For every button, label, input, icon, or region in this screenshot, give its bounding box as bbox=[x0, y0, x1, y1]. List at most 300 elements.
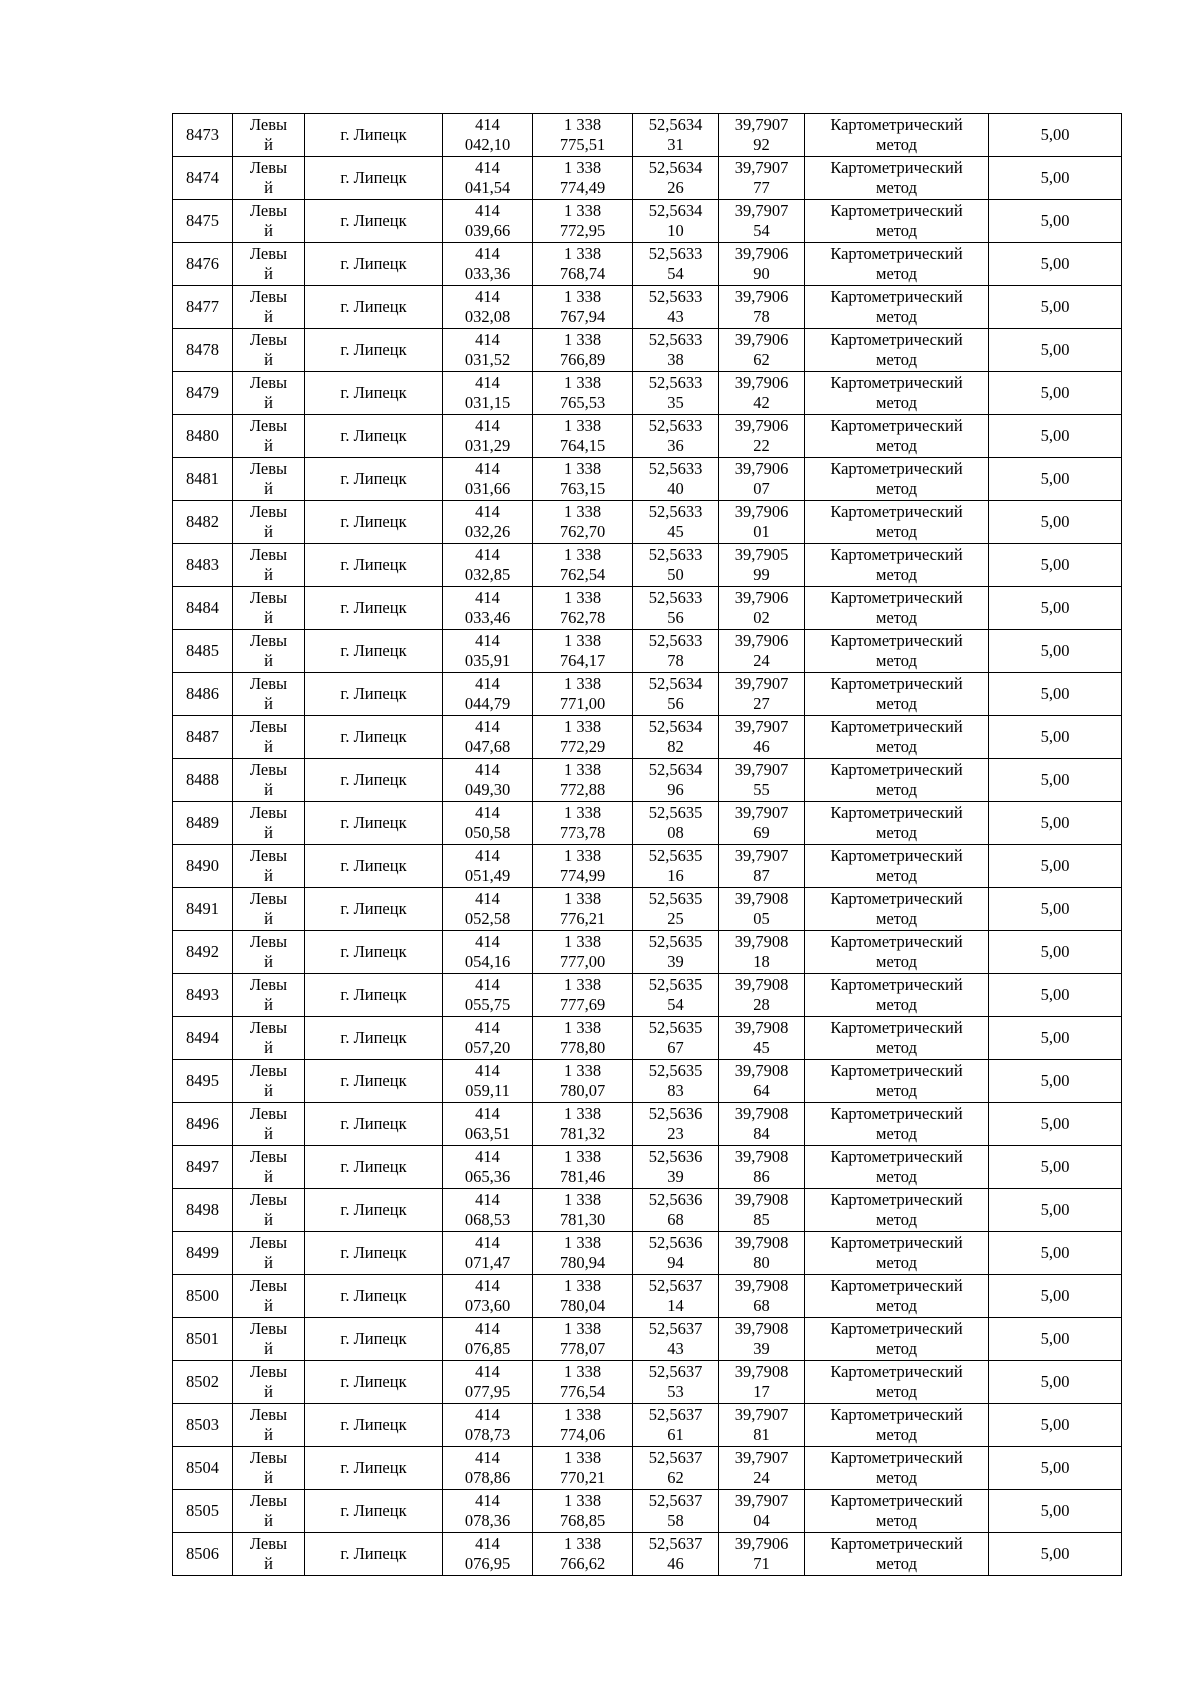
side-cell bbox=[233, 415, 305, 458]
side-cell-line: Левы bbox=[249, 674, 288, 693]
table-row bbox=[173, 673, 1122, 716]
y-coordinate-cell-line: 766,89 bbox=[559, 350, 606, 369]
method-cell bbox=[805, 974, 989, 1017]
side-cell-line: Левы bbox=[249, 1319, 288, 1338]
latitude-cell-line: 08 bbox=[667, 823, 684, 842]
y-coordinate-cell bbox=[533, 372, 633, 415]
side-cell-line: Левы bbox=[249, 1405, 288, 1424]
y-coordinate-cell bbox=[533, 1275, 633, 1318]
longitude-cell-line: 39,7906 bbox=[734, 416, 789, 435]
x-coordinate-cell-line: 414 bbox=[475, 416, 500, 435]
latitude-cell bbox=[633, 1146, 719, 1189]
longitude-cell bbox=[719, 845, 805, 888]
accuracy-cell: 5,00 bbox=[989, 1533, 1122, 1576]
table-row bbox=[173, 888, 1122, 931]
accuracy-cell: 5,00 bbox=[989, 1017, 1122, 1060]
latitude-cell-line: 43 bbox=[667, 307, 684, 326]
city-cell: г. Липецк bbox=[305, 1275, 443, 1318]
side-cell-line: й bbox=[264, 823, 273, 842]
method-cell bbox=[805, 1490, 989, 1533]
longitude-cell-line: 39,7908 bbox=[734, 932, 789, 951]
side-cell-line: Левы bbox=[249, 932, 288, 951]
point-number-cell: 8488 bbox=[173, 759, 233, 802]
y-coordinate-cell-line: 772,88 bbox=[559, 780, 606, 799]
longitude-cell-line: 39,7908 bbox=[734, 1233, 789, 1252]
y-coordinate-cell-line: 764,15 bbox=[559, 436, 606, 455]
x-coordinate-cell-line: 031,15 bbox=[464, 393, 511, 412]
x-coordinate-cell-line: 414 bbox=[475, 201, 500, 220]
method-cell bbox=[805, 630, 989, 673]
latitude-cell bbox=[633, 286, 719, 329]
latitude-cell-line: 52,5637 bbox=[648, 1362, 703, 1381]
latitude-cell-line: 52,5633 bbox=[648, 373, 703, 392]
method-cell-line: метод bbox=[876, 866, 917, 885]
x-coordinate-cell-line: 031,66 bbox=[464, 479, 511, 498]
city-cell: г. Липецк bbox=[305, 1490, 443, 1533]
longitude-cell-line: 28 bbox=[753, 995, 770, 1014]
side-cell-line: й bbox=[264, 608, 273, 627]
accuracy-cell: 5,00 bbox=[989, 673, 1122, 716]
longitude-cell-line: 39,7908 bbox=[734, 1061, 789, 1080]
longitude-cell-line: 01 bbox=[753, 522, 770, 541]
side-cell bbox=[233, 329, 305, 372]
method-cell-line: метод bbox=[876, 1511, 917, 1530]
city-cell: г. Липецк bbox=[305, 200, 443, 243]
x-coordinate-cell-line: 414 bbox=[475, 373, 500, 392]
x-coordinate-cell bbox=[443, 200, 533, 243]
x-coordinate-cell bbox=[443, 1017, 533, 1060]
side-cell-line: й bbox=[264, 307, 273, 326]
latitude-cell-line: 52,5633 bbox=[648, 588, 703, 607]
x-coordinate-cell bbox=[443, 587, 533, 630]
method-cell bbox=[805, 845, 989, 888]
x-coordinate-cell bbox=[443, 673, 533, 716]
point-number-cell: 8489 bbox=[173, 802, 233, 845]
table-row bbox=[173, 286, 1122, 329]
latitude-cell-line: 31 bbox=[667, 135, 684, 154]
side-cell-line: й bbox=[264, 1468, 273, 1487]
table-row bbox=[173, 1361, 1122, 1404]
city-cell: г. Липецк bbox=[305, 1361, 443, 1404]
point-number-cell: 8497 bbox=[173, 1146, 233, 1189]
point-number-cell: 8477 bbox=[173, 286, 233, 329]
x-coordinate-cell bbox=[443, 286, 533, 329]
side-cell-line: й bbox=[264, 221, 273, 240]
x-coordinate-cell-line: 414 bbox=[475, 1104, 500, 1123]
city-cell: г. Липецк bbox=[305, 415, 443, 458]
x-coordinate-cell-line: 039,66 bbox=[464, 221, 511, 240]
accuracy-cell: 5,00 bbox=[989, 458, 1122, 501]
method-cell bbox=[805, 157, 989, 200]
table-row bbox=[173, 544, 1122, 587]
x-coordinate-cell bbox=[443, 759, 533, 802]
y-coordinate-cell-line: 1 338 bbox=[563, 416, 602, 435]
x-coordinate-cell-line: 044,79 bbox=[464, 694, 511, 713]
x-coordinate-cell-line: 414 bbox=[475, 545, 500, 564]
latitude-cell bbox=[633, 1490, 719, 1533]
method-cell-line: метод bbox=[876, 436, 917, 455]
method-cell-line: Картометрический bbox=[830, 588, 963, 607]
x-coordinate-cell-line: 414 bbox=[475, 1233, 500, 1252]
table-row bbox=[173, 1232, 1122, 1275]
y-coordinate-cell-line: 1 338 bbox=[563, 1190, 602, 1209]
method-cell bbox=[805, 1103, 989, 1146]
y-coordinate-cell bbox=[533, 1103, 633, 1146]
side-cell-line: Левы bbox=[249, 459, 288, 478]
y-coordinate-cell-line: 770,21 bbox=[559, 1468, 606, 1487]
city-cell: г. Липецк bbox=[305, 931, 443, 974]
method-cell-line: метод bbox=[876, 350, 917, 369]
x-coordinate-cell bbox=[443, 1447, 533, 1490]
longitude-cell-line: 84 bbox=[753, 1124, 770, 1143]
method-cell-line: метод bbox=[876, 1425, 917, 1444]
method-cell-line: метод bbox=[876, 1038, 917, 1057]
longitude-cell-line: 68 bbox=[753, 1296, 770, 1315]
latitude-cell-line: 26 bbox=[667, 178, 684, 197]
latitude-cell bbox=[633, 1060, 719, 1103]
latitude-cell-line: 52,5637 bbox=[648, 1405, 703, 1424]
method-cell bbox=[805, 1275, 989, 1318]
longitude-cell bbox=[719, 200, 805, 243]
latitude-cell bbox=[633, 931, 719, 974]
side-cell-line: й bbox=[264, 1210, 273, 1229]
table-row bbox=[173, 759, 1122, 802]
longitude-cell bbox=[719, 415, 805, 458]
latitude-cell-line: 52,5633 bbox=[648, 545, 703, 564]
city-cell: г. Липецк bbox=[305, 1189, 443, 1232]
point-number-cell: 8487 bbox=[173, 716, 233, 759]
longitude-cell-line: 39,7908 bbox=[734, 1104, 789, 1123]
y-coordinate-cell bbox=[533, 673, 633, 716]
y-coordinate-cell bbox=[533, 1146, 633, 1189]
table-row bbox=[173, 501, 1122, 544]
x-coordinate-cell-line: 031,29 bbox=[464, 436, 511, 455]
longitude-cell-line: 85 bbox=[753, 1210, 770, 1229]
table-row bbox=[173, 974, 1122, 1017]
longitude-cell-line: 39,7907 bbox=[734, 760, 789, 779]
point-number-cell: 8506 bbox=[173, 1533, 233, 1576]
accuracy-cell: 5,00 bbox=[989, 1275, 1122, 1318]
latitude-cell-line: 39 bbox=[667, 952, 684, 971]
x-coordinate-cell-line: 414 bbox=[475, 846, 500, 865]
method-cell-line: Картометрический bbox=[830, 1104, 963, 1123]
y-coordinate-cell bbox=[533, 974, 633, 1017]
side-cell-line: Левы bbox=[249, 330, 288, 349]
method-cell-line: Картометрический bbox=[830, 1190, 963, 1209]
side-cell bbox=[233, 372, 305, 415]
x-coordinate-cell bbox=[443, 1146, 533, 1189]
y-coordinate-cell-line: 776,21 bbox=[559, 909, 606, 928]
longitude-cell-line: 39,7907 bbox=[734, 1405, 789, 1424]
accuracy-cell: 5,00 bbox=[989, 1146, 1122, 1189]
longitude-cell-line: 39,7907 bbox=[734, 846, 789, 865]
longitude-cell-line: 39,7908 bbox=[734, 1362, 789, 1381]
x-coordinate-cell-line: 051,49 bbox=[464, 866, 511, 885]
y-coordinate-cell bbox=[533, 759, 633, 802]
x-coordinate-cell bbox=[443, 501, 533, 544]
accuracy-cell: 5,00 bbox=[989, 501, 1122, 544]
latitude-cell-line: 52,5634 bbox=[648, 115, 703, 134]
accuracy-cell: 5,00 bbox=[989, 286, 1122, 329]
side-cell bbox=[233, 1447, 305, 1490]
side-cell-line: Левы bbox=[249, 717, 288, 736]
y-coordinate-cell bbox=[533, 501, 633, 544]
y-coordinate-cell-line: 1 338 bbox=[563, 674, 602, 693]
x-coordinate-cell-line: 414 bbox=[475, 1362, 500, 1381]
method-cell bbox=[805, 1318, 989, 1361]
x-coordinate-cell-line: 049,30 bbox=[464, 780, 511, 799]
longitude-cell-line: 39,7905 bbox=[734, 545, 789, 564]
side-cell-line: й bbox=[264, 1124, 273, 1143]
latitude-cell-line: 67 bbox=[667, 1038, 684, 1057]
y-coordinate-cell-line: 780,07 bbox=[559, 1081, 606, 1100]
latitude-cell-line: 52,5633 bbox=[648, 287, 703, 306]
point-number-cell: 8492 bbox=[173, 931, 233, 974]
y-coordinate-cell-line: 781,30 bbox=[559, 1210, 606, 1229]
side-cell bbox=[233, 1060, 305, 1103]
y-coordinate-cell-line: 780,94 bbox=[559, 1253, 606, 1272]
table-body bbox=[173, 114, 1122, 1576]
point-number-cell: 8480 bbox=[173, 415, 233, 458]
y-coordinate-cell-line: 771,00 bbox=[559, 694, 606, 713]
side-cell-line: й bbox=[264, 178, 273, 197]
side-cell-line: Левы bbox=[249, 115, 288, 134]
table-row bbox=[173, 372, 1122, 415]
method-cell-line: метод bbox=[876, 737, 917, 756]
longitude-cell-line: 24 bbox=[753, 651, 770, 670]
x-coordinate-cell-line: 078,73 bbox=[464, 1425, 511, 1444]
latitude-cell bbox=[633, 1318, 719, 1361]
method-cell-line: Картометрический bbox=[830, 330, 963, 349]
y-coordinate-cell bbox=[533, 243, 633, 286]
longitude-cell bbox=[719, 329, 805, 372]
side-cell-line: й bbox=[264, 651, 273, 670]
latitude-cell bbox=[633, 1533, 719, 1576]
longitude-cell-line: 39,7908 bbox=[734, 1147, 789, 1166]
accuracy-cell: 5,00 bbox=[989, 587, 1122, 630]
method-cell-line: Картометрический bbox=[830, 803, 963, 822]
x-coordinate-cell-line: 414 bbox=[475, 287, 500, 306]
y-coordinate-cell bbox=[533, 1060, 633, 1103]
y-coordinate-cell-line: 1 338 bbox=[563, 631, 602, 650]
point-number-cell: 8478 bbox=[173, 329, 233, 372]
x-coordinate-cell-line: 068,53 bbox=[464, 1210, 511, 1229]
city-cell: г. Липецк bbox=[305, 544, 443, 587]
longitude-cell-line: 05 bbox=[753, 909, 770, 928]
method-cell bbox=[805, 587, 989, 630]
longitude-cell-line: 39,7907 bbox=[734, 717, 789, 736]
x-coordinate-cell bbox=[443, 544, 533, 587]
side-cell-line: Левы bbox=[249, 1147, 288, 1166]
latitude-cell-line: 54 bbox=[667, 995, 684, 1014]
side-cell bbox=[233, 845, 305, 888]
y-coordinate-cell bbox=[533, 630, 633, 673]
latitude-cell bbox=[633, 1232, 719, 1275]
method-cell-line: метод bbox=[876, 393, 917, 412]
longitude-cell-line: 39,7908 bbox=[734, 1190, 789, 1209]
y-coordinate-cell-line: 766,62 bbox=[559, 1554, 606, 1573]
y-coordinate-cell-line: 1 338 bbox=[563, 244, 602, 263]
side-cell-line: Левы bbox=[249, 1061, 288, 1080]
latitude-cell-line: 14 bbox=[667, 1296, 684, 1315]
y-coordinate-cell-line: 1 338 bbox=[563, 201, 602, 220]
side-cell-line: Левы bbox=[249, 1276, 288, 1295]
method-cell-line: метод bbox=[876, 565, 917, 584]
method-cell bbox=[805, 1017, 989, 1060]
method-cell-line: Картометрический bbox=[830, 1362, 963, 1381]
side-cell-line: й bbox=[264, 1425, 273, 1444]
x-coordinate-cell bbox=[443, 1103, 533, 1146]
y-coordinate-cell bbox=[533, 1447, 633, 1490]
y-coordinate-cell bbox=[533, 157, 633, 200]
side-cell bbox=[233, 1232, 305, 1275]
latitude-cell-line: 52,5633 bbox=[648, 244, 703, 263]
table-row bbox=[173, 157, 1122, 200]
city-cell: г. Липецк bbox=[305, 1404, 443, 1447]
point-number-cell: 8504 bbox=[173, 1447, 233, 1490]
accuracy-cell: 5,00 bbox=[989, 1232, 1122, 1275]
longitude-cell-line: 80 bbox=[753, 1253, 770, 1272]
x-coordinate-cell bbox=[443, 1060, 533, 1103]
y-coordinate-cell-line: 1 338 bbox=[563, 803, 602, 822]
side-cell bbox=[233, 544, 305, 587]
side-cell-line: Левы bbox=[249, 846, 288, 865]
latitude-cell bbox=[633, 501, 719, 544]
side-cell bbox=[233, 1318, 305, 1361]
x-coordinate-cell bbox=[443, 243, 533, 286]
x-coordinate-cell bbox=[443, 1361, 533, 1404]
side-cell-line: Левы bbox=[249, 1534, 288, 1553]
longitude-cell-line: 39,7906 bbox=[734, 588, 789, 607]
y-coordinate-cell bbox=[533, 1533, 633, 1576]
accuracy-cell: 5,00 bbox=[989, 200, 1122, 243]
x-coordinate-cell-line: 414 bbox=[475, 803, 500, 822]
x-coordinate-cell-line: 414 bbox=[475, 158, 500, 177]
side-cell-line: Левы bbox=[249, 1362, 288, 1381]
longitude-cell bbox=[719, 1189, 805, 1232]
method-cell bbox=[805, 1189, 989, 1232]
city-cell: г. Липецк bbox=[305, 501, 443, 544]
method-cell bbox=[805, 1533, 989, 1576]
y-coordinate-cell-line: 762,54 bbox=[559, 565, 606, 584]
y-coordinate-cell-line: 1 338 bbox=[563, 1061, 602, 1080]
city-cell: г. Липецк bbox=[305, 1447, 443, 1490]
point-number-cell: 8476 bbox=[173, 243, 233, 286]
method-cell bbox=[805, 716, 989, 759]
side-cell-line: й bbox=[264, 479, 273, 498]
point-number-cell: 8485 bbox=[173, 630, 233, 673]
method-cell-line: Картометрический bbox=[830, 244, 963, 263]
method-cell bbox=[805, 759, 989, 802]
point-number-cell: 8490 bbox=[173, 845, 233, 888]
point-number-cell: 8503 bbox=[173, 1404, 233, 1447]
x-coordinate-cell bbox=[443, 1318, 533, 1361]
x-coordinate-cell bbox=[443, 114, 533, 157]
x-coordinate-cell-line: 414 bbox=[475, 674, 500, 693]
latitude-cell-line: 25 bbox=[667, 909, 684, 928]
side-cell-line: й bbox=[264, 995, 273, 1014]
method-cell-line: Картометрический bbox=[830, 287, 963, 306]
side-cell-line: й bbox=[264, 264, 273, 283]
method-cell-line: Картометрический bbox=[830, 158, 963, 177]
longitude-cell-line: 04 bbox=[753, 1511, 770, 1530]
side-cell-line: Левы bbox=[249, 889, 288, 908]
side-cell-line: й bbox=[264, 952, 273, 971]
y-coordinate-cell bbox=[533, 802, 633, 845]
point-number-cell: 8482 bbox=[173, 501, 233, 544]
point-number-cell: 8491 bbox=[173, 888, 233, 931]
y-coordinate-cell-line: 781,46 bbox=[559, 1167, 606, 1186]
method-cell-line: метод bbox=[876, 1210, 917, 1229]
city-cell: г. Липецк bbox=[305, 673, 443, 716]
y-coordinate-cell-line: 1 338 bbox=[563, 932, 602, 951]
longitude-cell-line: 39,7907 bbox=[734, 1448, 789, 1467]
accuracy-cell: 5,00 bbox=[989, 1060, 1122, 1103]
latitude-cell-line: 61 bbox=[667, 1425, 684, 1444]
city-cell: г. Липецк bbox=[305, 974, 443, 1017]
point-number-cell: 8496 bbox=[173, 1103, 233, 1146]
method-cell-line: метод bbox=[876, 1554, 917, 1573]
y-coordinate-cell-line: 774,06 bbox=[559, 1425, 606, 1444]
latitude-cell-line: 36 bbox=[667, 436, 684, 455]
latitude-cell-line: 52,5633 bbox=[648, 502, 703, 521]
y-coordinate-cell-line: 1 338 bbox=[563, 1491, 602, 1510]
method-cell bbox=[805, 888, 989, 931]
city-cell: г. Липецк bbox=[305, 630, 443, 673]
y-coordinate-cell-line: 1 338 bbox=[563, 115, 602, 134]
city-cell: г. Липецк bbox=[305, 1318, 443, 1361]
longitude-cell bbox=[719, 243, 805, 286]
longitude-cell-line: 64 bbox=[753, 1081, 770, 1100]
latitude-cell-line: 52,5634 bbox=[648, 201, 703, 220]
side-cell-line: й bbox=[264, 1038, 273, 1057]
latitude-cell bbox=[633, 458, 719, 501]
table-row bbox=[173, 329, 1122, 372]
method-cell-line: метод bbox=[876, 1124, 917, 1143]
longitude-cell-line: 71 bbox=[753, 1554, 770, 1573]
city-cell: г. Липецк bbox=[305, 329, 443, 372]
y-coordinate-cell bbox=[533, 1404, 633, 1447]
side-cell-line: Левы bbox=[249, 1448, 288, 1467]
method-cell-line: Картометрический bbox=[830, 502, 963, 521]
longitude-cell-line: 86 bbox=[753, 1167, 770, 1186]
longitude-cell-line: 46 bbox=[753, 737, 770, 756]
longitude-cell-line: 39 bbox=[753, 1339, 770, 1358]
x-coordinate-cell bbox=[443, 1232, 533, 1275]
side-cell-line: й bbox=[264, 1339, 273, 1358]
city-cell: г. Липецк bbox=[305, 1533, 443, 1576]
y-coordinate-cell-line: 778,80 bbox=[559, 1038, 606, 1057]
y-coordinate-cell-line: 1 338 bbox=[563, 1233, 602, 1252]
longitude-cell-line: 39,7906 bbox=[734, 459, 789, 478]
latitude-cell bbox=[633, 415, 719, 458]
x-coordinate-cell bbox=[443, 329, 533, 372]
latitude-cell bbox=[633, 1404, 719, 1447]
y-coordinate-cell-line: 1 338 bbox=[563, 846, 602, 865]
method-cell-line: метод bbox=[876, 1382, 917, 1401]
longitude-cell-line: 18 bbox=[753, 952, 770, 971]
point-number-cell: 8501 bbox=[173, 1318, 233, 1361]
city-cell: г. Липецк bbox=[305, 114, 443, 157]
longitude-cell-line: 62 bbox=[753, 350, 770, 369]
longitude-cell bbox=[719, 1060, 805, 1103]
x-coordinate-cell-line: 065,36 bbox=[464, 1167, 511, 1186]
table-row bbox=[173, 1447, 1122, 1490]
method-cell-line: Картометрический bbox=[830, 932, 963, 951]
x-coordinate-cell bbox=[443, 415, 533, 458]
latitude-cell bbox=[633, 544, 719, 587]
method-cell-line: метод bbox=[876, 178, 917, 197]
